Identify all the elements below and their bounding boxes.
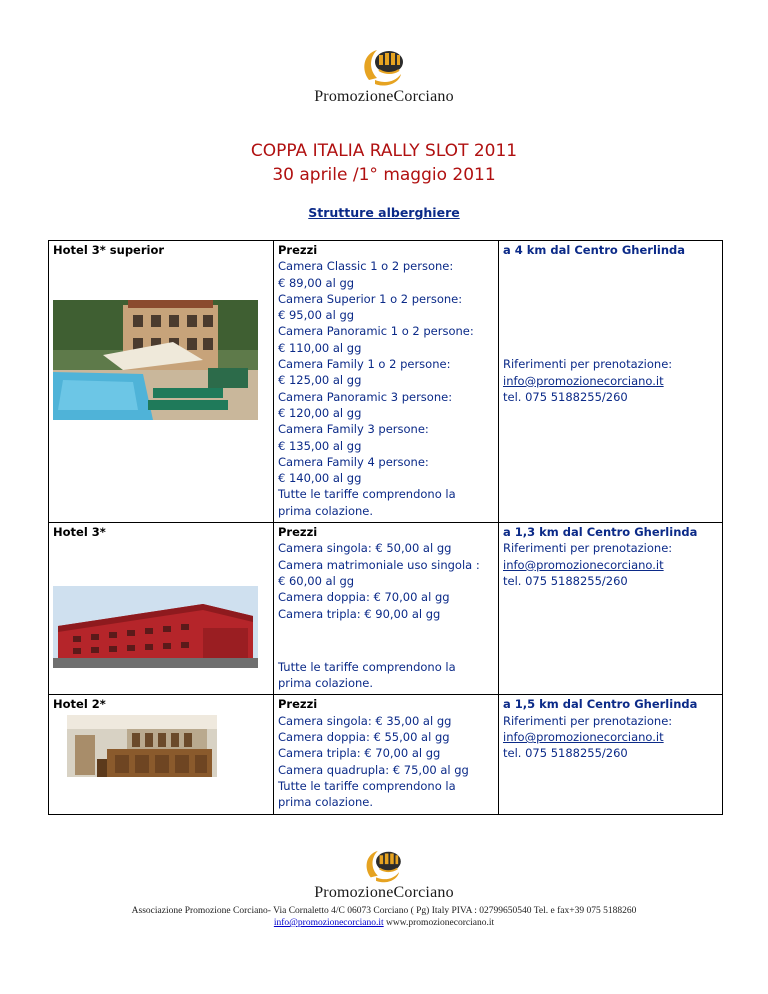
price-line: € 135,00 al gg (278, 438, 362, 453)
price-line: Camera matrimoniale uso singola : (278, 557, 480, 572)
footer-address: Associazione Promozione Corciano- Via Cornaletto 4/C 06073 Corciano ( Pg) Italy PIVA : 02799650540 Tel. e fax+39 075 5188260 (131, 906, 637, 916)
email-link[interactable]: info@promozionecorciano.it (503, 557, 664, 572)
price-line: Camera tripla: € 70,00 al gg (278, 746, 441, 761)
hotel-prices-cell (274, 241, 499, 523)
email-link[interactable]: info@promozionecorciano.it (503, 373, 664, 388)
prices-heading: Prezzi (278, 525, 318, 540)
price-line: € 140,00 al gg (278, 471, 362, 486)
hotel-pool-photo (53, 300, 258, 420)
hotel-reception-photo (67, 715, 217, 777)
price-line: Camera singola: € 35,00 al gg (278, 713, 452, 728)
price-line: € 120,00 al gg (278, 405, 362, 420)
hotel-name-cell (49, 695, 274, 814)
price-line: Camera quadrupla: € 75,00 al gg (278, 762, 469, 777)
hotel-building-photo (53, 586, 258, 668)
price-line: prima colazione. (278, 503, 374, 518)
phone-number: tel. 075 5188255/260 (503, 389, 628, 404)
price-line: Camera Family 1 o 2 persone: (278, 357, 451, 372)
table-row (49, 523, 723, 695)
price-line: € 60,00 al gg (278, 573, 355, 588)
hotel-contact-cell (499, 523, 723, 695)
price-line: Camera tripla: € 90,00 al gg (278, 606, 441, 621)
price-line: Camera Panoramic 3 persone: (278, 389, 453, 404)
promozione-corciano-logo-icon (344, 842, 424, 888)
booking-ref-label: Riferimenti per prenotazione: (503, 357, 673, 372)
price-line: Tutte le tariffe comprendono la (278, 487, 456, 502)
price-note: prima colazione. (278, 676, 374, 691)
logo-brand-text: PromozioneCorciano (314, 88, 454, 105)
price-line: € 110,00 al gg (278, 340, 362, 355)
price-line: Camera doppia: € 70,00 al gg (278, 590, 450, 605)
price-line: € 95,00 al gg (278, 308, 355, 323)
email-link[interactable]: info@promozionecorciano.it (503, 730, 664, 745)
footer-email-link[interactable]: info@promozionecorciano.it (273, 918, 384, 928)
price-note: Tutte le tariffe comprendono la (278, 659, 456, 674)
price-line: Camera singola: € 50,00 al gg (278, 541, 452, 556)
hotel-name-cell (49, 241, 274, 523)
hotel-contact-cell (499, 241, 723, 523)
distance-label: a 1,3 km dal Centro Gherlinda (503, 525, 698, 540)
booking-ref-label: Riferimenti per prenotazione: (503, 713, 673, 728)
price-line: Camera Superior 1 o 2 persone: (278, 291, 463, 306)
phone-number: tel. 075 5188255/260 (503, 746, 628, 761)
header-logo (0, 40, 768, 106)
hotel-name: Hotel 3* (53, 525, 106, 540)
distance-label: a 1,5 km dal Centro Gherlinda (503, 697, 698, 712)
price-line: prima colazione. (278, 795, 374, 810)
distance-label: a 4 km dal Centro Gherlinda (503, 243, 686, 257)
price-line: Camera Panoramic 1 o 2 persone: (278, 324, 474, 339)
table-row (49, 241, 723, 523)
phone-number: tel. 075 5188255/260 (503, 573, 628, 588)
hotel-contact-cell (499, 695, 723, 814)
hotel-name: Hotel 3* superior (53, 243, 165, 257)
prices-heading: Prezzi (278, 697, 318, 712)
price-line: Camera Classic 1 o 2 persone: (278, 259, 454, 274)
hotel-name: Hotel 2* (53, 697, 106, 712)
price-line: € 89,00 al gg (278, 275, 355, 290)
price-line: Tutte le tariffe comprendono la (278, 778, 456, 793)
booking-ref-label: Riferimenti per prenotazione: (503, 541, 673, 556)
event-dates: 30 aprile /1° maggio 2011 (272, 165, 496, 185)
hotel-name-cell (49, 523, 274, 695)
price-line: Camera Family 3 persone: (278, 422, 429, 437)
hotel-prices-cell (274, 523, 499, 695)
promozione-corciano-logo-icon (339, 40, 429, 92)
footer-logo (0, 842, 768, 902)
price-line: Camera Family 4 persone: (278, 454, 429, 469)
table-row (49, 695, 723, 814)
prices-heading: Prezzi (278, 243, 318, 257)
page-title: COPPA ITALIA RALLY SLOT 2011 (250, 141, 518, 161)
hotel-prices-cell (274, 695, 499, 814)
section-heading: Strutture alberghiere (308, 205, 460, 220)
price-line: € 125,00 al gg (278, 373, 362, 388)
price-line: Camera doppia: € 55,00 al gg (278, 730, 450, 745)
hotels-table (48, 240, 723, 815)
footer-contacts (0, 918, 768, 928)
footer-website[interactable]: www.promozionecorciano.it (383, 918, 495, 928)
logo-brand-text: PromozioneCorciano (314, 884, 454, 901)
